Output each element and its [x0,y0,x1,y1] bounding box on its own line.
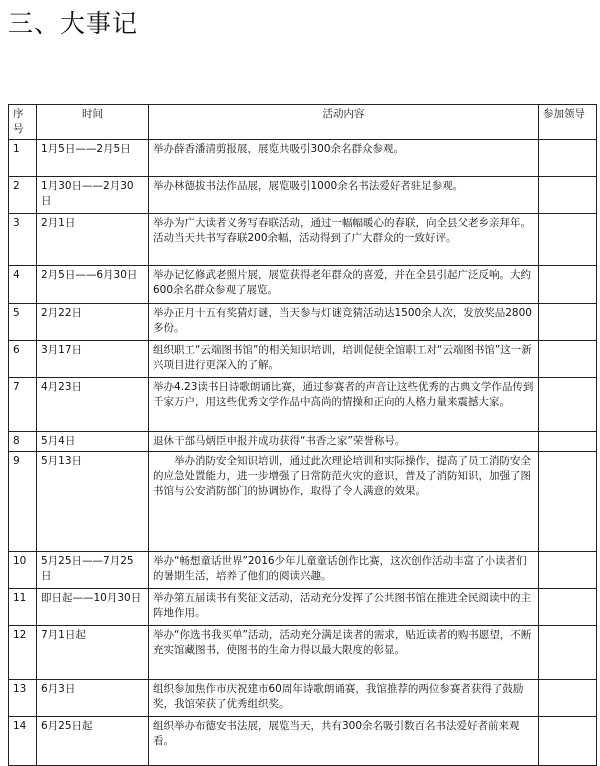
header-participant: 参加领导 [539,105,597,140]
row-num: 6 [9,341,37,378]
row-content: 举办为广大读者义务写春联活动，通过一幅幅暖心的春联，向全县父老乡亲拜年。活动当天共书写春联200余幅，活动得到了广大群众的一致好评。 [149,214,539,266]
row-time: 1月30日——2月30日 [37,177,149,214]
row-time: 6月25日起 [37,717,149,766]
row-content: 举办正月十五有奖猜灯谜，当天参与灯谜竞猜活动达1500余人次，发放奖品2800多份。 [149,304,539,341]
row-content: 组织参加焦作市庆祝建市60周年诗歌朗诵赛，我馆推荐的两位参赛者获得了鼓励奖，我馆荣获了优秀组织奖。 [149,680,539,717]
row-num: 1 [9,140,37,177]
row-time: 2月22日 [37,304,149,341]
row-participant [539,552,597,589]
row-time: 5月25日——7月25日 [37,552,149,589]
row-num: 2 [9,177,37,214]
row-time: 7月1日起 [37,626,149,680]
row-num: 12 [9,626,37,680]
row-content: 举办消防安全知识培训，通过此次理论培训和实际操作，提高了员工消防安全的应急处置能力，进一步增强了日常防范火灾的意识，普及了消防知识，加强了图书馆与公安消防部门的协调协作，取得了令人满意的效果。 [149,452,539,552]
row-participant [539,214,597,266]
row-time: 5月4日 [37,432,149,452]
table-row [9,341,597,378]
row-participant [539,378,597,432]
row-content: 组织职工“云端图书馆”的相关知识培训，培训促使全馆职工对“云端图书馆”这一新兴项目进行更深入的了解。 [149,341,539,378]
events-table [8,104,597,766]
table-row [9,626,597,680]
row-num: 9 [9,452,37,552]
table-row [9,304,597,341]
header-time: 时间 [37,105,149,140]
row-participant [539,680,597,717]
table-row [9,589,597,626]
row-content: 举办薛香潘清剪报展，展览共吸引300余名群众参观。 [149,140,539,177]
row-time: 5月13日 [37,452,149,552]
row-num: 5 [9,304,37,341]
header-content: 活动内容 [149,105,539,140]
table-row [9,140,597,177]
table-row [9,214,597,266]
row-participant [539,266,597,304]
table-row [9,680,597,717]
row-num: 4 [9,266,37,304]
row-num: 3 [9,214,37,266]
row-time: 4月23日 [37,378,149,432]
table-header-row [9,105,597,140]
table-row [9,552,597,589]
row-content: 举办“你选书我买单”活动，活动充分满足读者的需求，贴近读者的购书愿望，不断充实馆藏图书，使图书的生命力得以最大限度的彰显。 [149,626,539,680]
row-participant [539,341,597,378]
row-time: 2月5日——6月30日 [37,266,149,304]
row-time: 2月1日 [37,214,149,266]
row-num: 13 [9,680,37,717]
page-title: 三、大事记 [8,9,139,38]
row-participant [539,140,597,177]
row-time: 6月3日 [37,680,149,717]
row-content: 退休干部马炳臣申报并成功获得“书香之家”荣誉称号。 [149,432,539,452]
row-participant [539,717,597,766]
row-num: 10 [9,552,37,589]
row-content: 举办4.23读书日诗歌朗诵比赛，通过参赛者的声音让这些优秀的古典文学作品传到千家万户，用这些优秀文学作品中高尚的情操和正向的人格力量来震撼大家。 [149,378,539,432]
table-row [9,266,597,304]
row-time: 1月5日——2月5日 [37,140,149,177]
header-num: 序号 [9,105,37,140]
table-row [9,432,597,452]
row-time: 即日起——10月30日 [37,589,149,626]
row-time: 3月17日 [37,341,149,378]
row-content: 举办第五届读书有奖征文活动，活动充分发挥了公共图书馆在推进全民阅读中的主阵地作用。 [149,589,539,626]
row-participant [539,452,597,552]
row-participant [539,177,597,214]
row-participant [539,589,597,626]
table-row [9,717,597,766]
row-content: 举办林德拔书法作品展，展览吸引1000余名书法爱好者驻足参观。 [149,177,539,214]
row-content: 举办“畅想童话世界”2016少年儿童童话创作比赛，这次创作活动丰富了小读者们的暑期生活，培养了他们的阅读兴趣。 [149,552,539,589]
row-participant [539,304,597,341]
table-row [9,452,597,552]
row-num: 7 [9,378,37,432]
row-num: 14 [9,717,37,766]
row-participant [539,626,597,680]
row-content: 组织举办布德安书法展，展览当天，共有300余名吸引数百名书法爱好者前来观看。 [149,717,539,766]
row-num: 8 [9,432,37,452]
table-row [9,378,597,432]
table-row [9,177,597,214]
row-num: 11 [9,589,37,626]
row-participant [539,432,597,452]
row-content: 举办记忆修武老照片展，展览获得老年群众的喜爱，并在全县引起广泛反响。大约600余名群众参观了展览。 [149,266,539,304]
